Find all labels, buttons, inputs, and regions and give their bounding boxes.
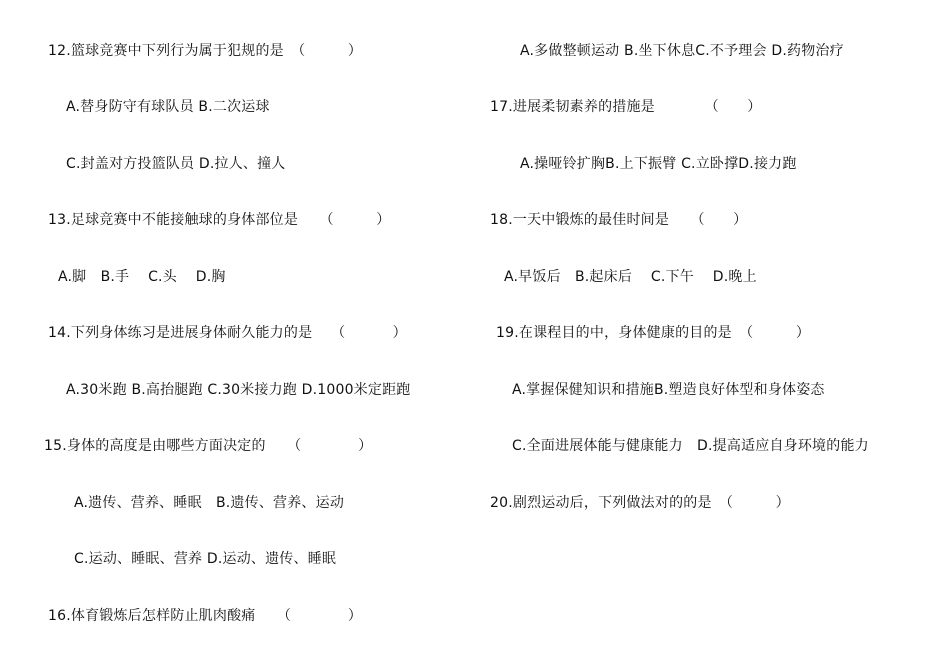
question-17: 17.进展柔韧素养的措施是 （ ） — [490, 99, 762, 115]
question-12-options-ab: A.替身防守有球队员 B.二次运球 — [66, 99, 270, 115]
question-15-options-ab: A.遗传、营养、睡眠 B.遗传、营养、运动 — [74, 495, 345, 511]
question-20: 20.剧烈运动后，下列做法对的的是 （ ） — [490, 495, 790, 511]
question-13-options: A.脚 B.手 C.头 D.胸 — [58, 269, 226, 285]
question-16-options: A.多做整顿运动 B.坐下休息C.不予理会 D.药物治疗 — [520, 43, 844, 59]
question-17-options: A.操哑铃扩胸B.上下振臂 C.立卧撑D.接力跑 — [520, 156, 797, 172]
question-14: 14.下列身体练习是进展身体耐久能力的是 （ ） — [48, 325, 407, 341]
question-15: 15.身体的高度是由哪些方面决定的 （ ） — [44, 438, 373, 454]
question-14-options: A.30米跑 B.高抬腿跑 C.30米接力跑 D.1000米定距跑 — [66, 382, 411, 398]
question-19-options-cd: C.全面进展体能与健康能力 D.提高适应自身环境的能力 — [512, 438, 869, 454]
question-12-options-cd: C.封盖对方投篮队员 D.拉人、撞人 — [66, 156, 286, 172]
question-18-options: A.早饭后 B.起床后 C.下午 D.晚上 — [504, 269, 757, 285]
question-15-options-cd: C.运动、睡眠、营养 D.运动、遗传、睡眠 — [74, 551, 337, 567]
question-13: 13.足球竞赛中不能接触球的身体部位是 （ ） — [48, 212, 391, 228]
question-18: 18.一天中锻炼的最佳时间是 （ ） — [490, 212, 748, 228]
question-19: 19.在课程目的中，身体健康的目的是 （ ） — [496, 325, 811, 341]
question-16: 16.体育锻炼后怎样防止肌肉酸痛 （ ） — [48, 608, 363, 624]
question-19-options-ab: A.掌握保健知识和措施B.塑造良好体型和身体姿态 — [512, 382, 825, 398]
question-12: 12.篮球竞赛中下列行为属于犯规的是 （ ） — [48, 43, 363, 59]
